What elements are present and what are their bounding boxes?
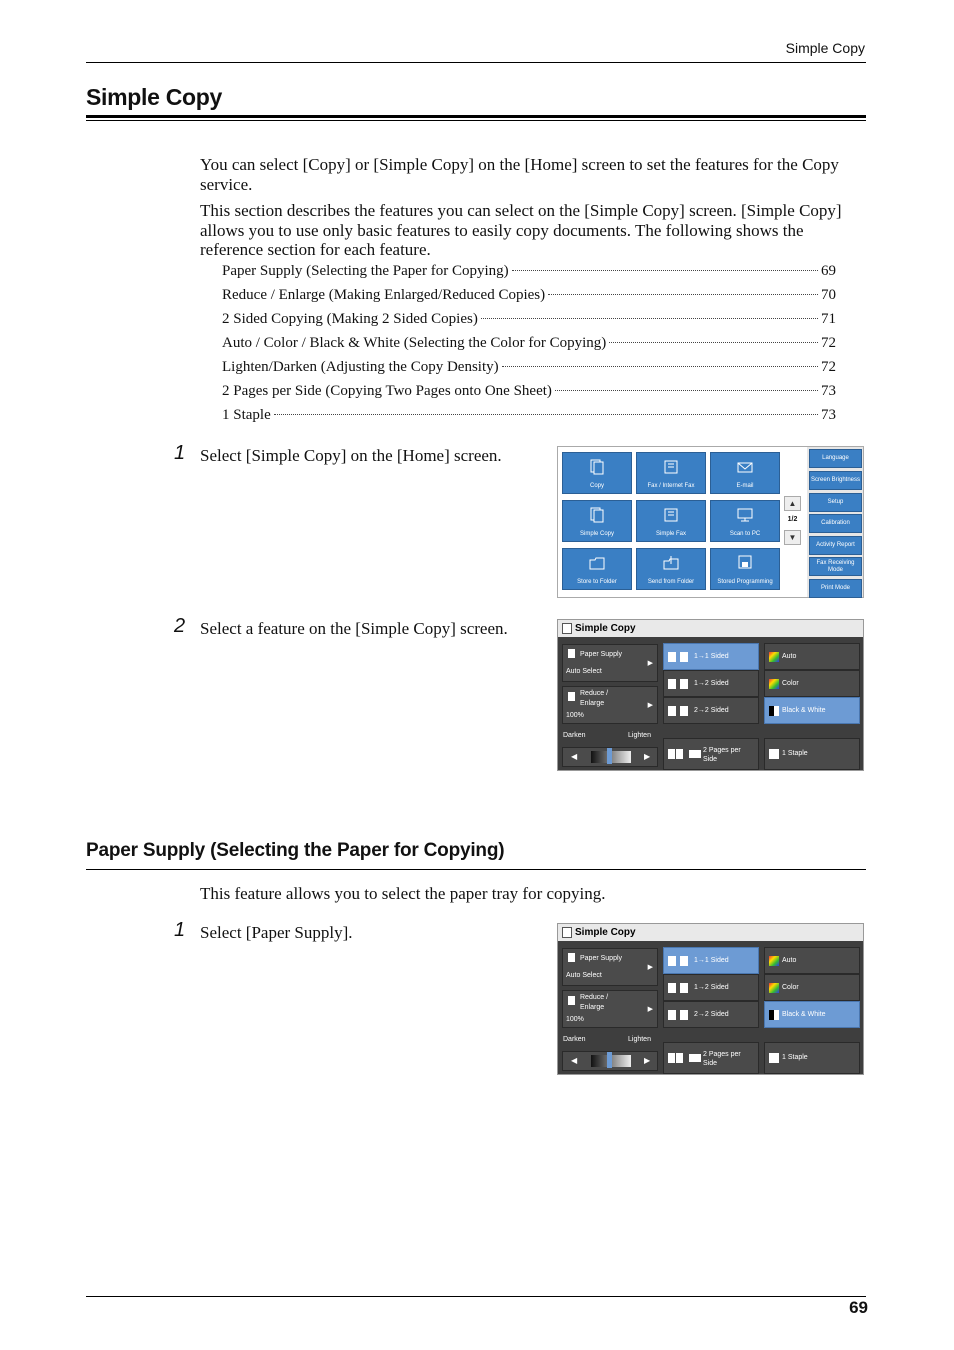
toc-entry[interactable] bbox=[222, 407, 836, 424]
toc-leader bbox=[481, 318, 818, 319]
sided-icon bbox=[668, 679, 690, 689]
toc-entry[interactable] bbox=[222, 383, 836, 400]
decrease-density-button[interactable]: ◀ bbox=[571, 1056, 578, 1065]
page-title: Simple Copy bbox=[86, 84, 223, 110]
simple-fax-icon bbox=[663, 507, 679, 523]
tile-label: Copy bbox=[589, 483, 604, 489]
pages-per-side-label: 2 Pages per bbox=[703, 747, 741, 754]
toc-entry-title: 2 Sided Copying (Making 2 Sided Copies) bbox=[222, 311, 478, 327]
page-up-button[interactable]: ▲ bbox=[784, 496, 801, 511]
simple-copy-icon bbox=[589, 507, 605, 523]
email-icon bbox=[737, 459, 753, 475]
header-rule bbox=[86, 62, 866, 63]
two-pages-per-side-button[interactable] bbox=[663, 738, 759, 770]
page-down-button[interactable]: ▼ bbox=[784, 530, 801, 545]
sided-icon bbox=[668, 1010, 690, 1020]
staple-label: 1 Staple bbox=[782, 750, 808, 757]
darken-label: Darken bbox=[563, 732, 586, 739]
section-rule bbox=[86, 869, 866, 870]
sided-label: 1→2 Sided bbox=[694, 679, 729, 687]
toc-entry[interactable] bbox=[222, 311, 836, 328]
reduce-enlarge-value: 100% bbox=[566, 712, 584, 719]
sided-icon bbox=[668, 983, 690, 993]
paper-icon bbox=[568, 953, 575, 962]
reduce-enlarge-button[interactable] bbox=[562, 990, 658, 1028]
density-control bbox=[562, 747, 658, 767]
tile-label: Stored Programming bbox=[717, 579, 773, 585]
tile-store-to-folder[interactable] bbox=[562, 548, 632, 590]
toc-entry-title: Auto / Color / Black & White (Selecting the Color for Copying) bbox=[222, 335, 607, 351]
paper-supply-value: Auto Select bbox=[566, 668, 602, 675]
staple-icon bbox=[769, 749, 779, 759]
one-staple-button[interactable] bbox=[764, 738, 860, 770]
one-to-one-sided-button[interactable] bbox=[663, 643, 759, 670]
reduce-enlarge-value: 100% bbox=[566, 1016, 584, 1023]
one-staple-button[interactable] bbox=[764, 1042, 860, 1074]
tile-fax[interactable] bbox=[636, 452, 706, 494]
toc-entry[interactable] bbox=[222, 263, 836, 280]
sided-icon bbox=[668, 652, 690, 662]
intro-paragraph-1: You can select [Copy] or [Simple Copy] on the [Home] screen to set the features for the Copy service. bbox=[200, 155, 839, 194]
pages-per-side-label: Side bbox=[703, 756, 718, 763]
toc-leader bbox=[548, 294, 818, 295]
toc-leader bbox=[274, 414, 818, 415]
paper-supply-button[interactable] bbox=[562, 644, 658, 682]
screen-title-bar bbox=[558, 620, 863, 637]
sided-icon bbox=[668, 956, 690, 966]
stored-programming-icon bbox=[737, 555, 753, 571]
tile-stored-programming[interactable] bbox=[710, 548, 780, 590]
auto-color-button[interactable] bbox=[764, 947, 860, 974]
section-heading: Paper Supply (Selecting the Paper for Copying) bbox=[86, 840, 505, 861]
fax-icon bbox=[663, 459, 679, 475]
home-screen-image bbox=[557, 446, 864, 598]
black-white-button[interactable] bbox=[764, 697, 860, 724]
page-indicator: 1/2 bbox=[787, 516, 798, 523]
fax-receiving-mode-button[interactable]: Fax Receiving Mode bbox=[809, 557, 862, 576]
sided-label: 1→1 Sided bbox=[694, 956, 729, 964]
density-control bbox=[562, 1051, 658, 1071]
tile-scan-to-pc[interactable] bbox=[710, 500, 780, 542]
tile-email[interactable] bbox=[710, 452, 780, 494]
color-label: Auto bbox=[782, 652, 797, 660]
paper-supply-value: Auto Select bbox=[566, 972, 602, 979]
calibration-button[interactable]: Calibration bbox=[809, 514, 862, 533]
toc-entry-page: 71 bbox=[821, 311, 836, 327]
lighten-label: Lighten bbox=[628, 732, 651, 739]
title-rule bbox=[86, 115, 866, 118]
color-label: Color bbox=[782, 679, 799, 687]
toc-entry-page: 72 bbox=[821, 335, 836, 351]
copy-icon bbox=[562, 623, 572, 634]
reduce-enlarge-label: Enlarge bbox=[580, 1004, 605, 1011]
auto-color-button[interactable] bbox=[764, 643, 860, 670]
color-label: Color bbox=[782, 983, 799, 991]
black-white-icon bbox=[769, 706, 779, 716]
auto-color-icon bbox=[769, 956, 779, 966]
step-number: 2 bbox=[174, 615, 186, 637]
title-rule-thin bbox=[86, 120, 866, 121]
chevron-right-icon: ▶ bbox=[647, 660, 653, 667]
toc-leader bbox=[555, 390, 818, 391]
footer-rule bbox=[86, 1296, 866, 1297]
toc-entry[interactable] bbox=[222, 287, 836, 304]
color-icon bbox=[769, 983, 779, 993]
print-mode-button[interactable]: Print Mode bbox=[809, 579, 862, 598]
toc-entry-title: Lighten/Darken (Adjusting the Copy Density) bbox=[222, 359, 499, 375]
tile-simple-copy[interactable] bbox=[562, 500, 632, 542]
simple-copy-screen-image bbox=[557, 923, 864, 1075]
toc-entry-title: Paper Supply (Selecting the Paper for Copying) bbox=[222, 263, 509, 279]
sided-label: 1→2 Sided bbox=[694, 983, 729, 991]
step-number: 1 bbox=[174, 442, 186, 464]
auto-color-icon bbox=[769, 652, 779, 662]
tile-label: Send from Folder bbox=[647, 579, 695, 585]
tile-simple-fax[interactable] bbox=[636, 500, 706, 542]
page-number: 69 bbox=[849, 1298, 868, 1317]
two-to-two-sided-button[interactable] bbox=[663, 1001, 759, 1028]
staple-icon bbox=[769, 1053, 779, 1063]
section-paragraph: This feature allows you to select the paper tray for copying. bbox=[200, 884, 606, 903]
paper-supply-label: Paper Supply bbox=[580, 651, 623, 658]
simple-copy-screen-image bbox=[557, 619, 864, 771]
activity-report-button[interactable]: Activity Report bbox=[809, 536, 862, 555]
copy-icon bbox=[589, 459, 605, 475]
toc-entry-page: 69 bbox=[821, 263, 836, 279]
send-folder-icon bbox=[663, 555, 679, 571]
density-indicator bbox=[607, 1052, 612, 1068]
step-text: Select a feature on the [Simple Copy] screen. bbox=[200, 619, 508, 638]
increase-density-button[interactable]: ▶ bbox=[644, 1056, 651, 1065]
tile-label: Store to Folder bbox=[577, 579, 617, 585]
monitor-icon bbox=[737, 507, 753, 523]
paper-supply-button[interactable] bbox=[562, 948, 658, 986]
color-button[interactable] bbox=[764, 670, 860, 697]
step-text: Select [Paper Supply]. bbox=[200, 923, 353, 942]
toc-entry[interactable] bbox=[222, 359, 836, 376]
paper-supply-label: Paper Supply bbox=[580, 955, 623, 962]
chevron-right-icon: ▶ bbox=[647, 964, 653, 971]
screen-title-bar bbox=[558, 924, 863, 941]
tile-label: Simple Copy bbox=[579, 531, 614, 537]
color-icon bbox=[769, 679, 779, 689]
tile-label: E-mail bbox=[736, 483, 754, 489]
black-white-icon bbox=[769, 1010, 779, 1020]
screen-title: Simple Copy bbox=[575, 623, 636, 634]
sided-label: 1→1 Sided bbox=[694, 652, 729, 660]
sided-icon bbox=[668, 706, 690, 716]
darken-label: Darken bbox=[563, 1036, 586, 1043]
toc-entry-page: 70 bbox=[821, 287, 836, 303]
toc-leader bbox=[609, 342, 818, 343]
screen-brightness-button[interactable]: Screen Brightness bbox=[809, 471, 862, 490]
folder-icon bbox=[589, 555, 605, 571]
reduce-enlarge-button[interactable] bbox=[562, 686, 658, 724]
running-header: Simple Copy bbox=[785, 40, 865, 56]
intro-paragraph-2: This section describes the features you can select on the [Simple Copy] screen. [Simple Copy] allows you to use only basic features to easily copy documents. The following shows the reference section for each feature. bbox=[200, 201, 842, 259]
density-indicator bbox=[607, 748, 612, 764]
toc-entry-page: 73 bbox=[821, 407, 836, 423]
setup-button[interactable]: Setup bbox=[809, 493, 862, 512]
reduce-enlarge-label: Enlarge bbox=[580, 700, 605, 707]
color-label: Auto bbox=[782, 956, 797, 964]
toc-entry-page: 72 bbox=[821, 359, 836, 375]
one-to-two-sided-button[interactable] bbox=[663, 974, 759, 1001]
pages-per-side-label: 2 Pages per bbox=[703, 1051, 741, 1058]
one-to-two-sided-button[interactable] bbox=[663, 670, 759, 697]
pages-per-side-label: Side bbox=[703, 1060, 718, 1067]
paper-icon bbox=[568, 649, 575, 658]
tile-label: Scan to PC bbox=[729, 531, 761, 537]
step-text: Select [Simple Copy] on the [Home] screen. bbox=[200, 446, 502, 465]
pages-per-side-icon bbox=[668, 1053, 702, 1063]
reduce-enlarge-label: Reduce / bbox=[580, 690, 609, 697]
toc-leader bbox=[512, 270, 818, 271]
toc-entry[interactable] bbox=[222, 335, 836, 352]
chevron-right-icon: ▶ bbox=[647, 1006, 653, 1013]
black-white-button[interactable] bbox=[764, 1001, 860, 1028]
staple-label: 1 Staple bbox=[782, 1054, 808, 1061]
toc-leader bbox=[502, 366, 818, 367]
tile-label: Fax / Internet Fax bbox=[647, 483, 695, 489]
reduce-enlarge-icon bbox=[568, 692, 575, 701]
screen-title: Simple Copy bbox=[575, 927, 636, 938]
toc-entry-title: 2 Pages per Side (Copying Two Pages onto One Sheet) bbox=[222, 383, 552, 399]
tile-send-from-folder[interactable] bbox=[636, 548, 706, 590]
two-to-two-sided-button[interactable] bbox=[663, 697, 759, 724]
color-label: Black & White bbox=[782, 706, 826, 714]
copy-icon bbox=[562, 927, 572, 938]
chevron-right-icon: ▶ bbox=[647, 702, 653, 709]
pages-per-side-icon bbox=[668, 749, 702, 759]
sided-label: 2→2 Sided bbox=[694, 706, 729, 714]
one-to-one-sided-button[interactable] bbox=[663, 947, 759, 974]
toc-entry-title: Reduce / Enlarge (Making Enlarged/Reduced Copies) bbox=[222, 287, 546, 303]
increase-density-button[interactable]: ▶ bbox=[644, 752, 651, 761]
two-pages-per-side-button[interactable] bbox=[663, 1042, 759, 1074]
step-number: 1 bbox=[174, 919, 186, 941]
toc-entry-title: 1 Staple bbox=[222, 407, 271, 423]
sided-label: 2→2 Sided bbox=[694, 1010, 729, 1018]
lighten-label: Lighten bbox=[628, 1036, 651, 1043]
reduce-enlarge-label: Reduce / bbox=[580, 994, 609, 1001]
reduce-enlarge-icon bbox=[568, 996, 575, 1005]
language-button[interactable]: Language bbox=[809, 449, 862, 468]
color-button[interactable] bbox=[764, 974, 860, 1001]
tile-label: Simple Fax bbox=[655, 531, 686, 537]
color-label: Black & White bbox=[782, 1010, 826, 1018]
tile-copy[interactable] bbox=[562, 452, 632, 494]
toc-entry-page: 73 bbox=[821, 383, 836, 399]
decrease-density-button[interactable]: ◀ bbox=[571, 752, 578, 761]
